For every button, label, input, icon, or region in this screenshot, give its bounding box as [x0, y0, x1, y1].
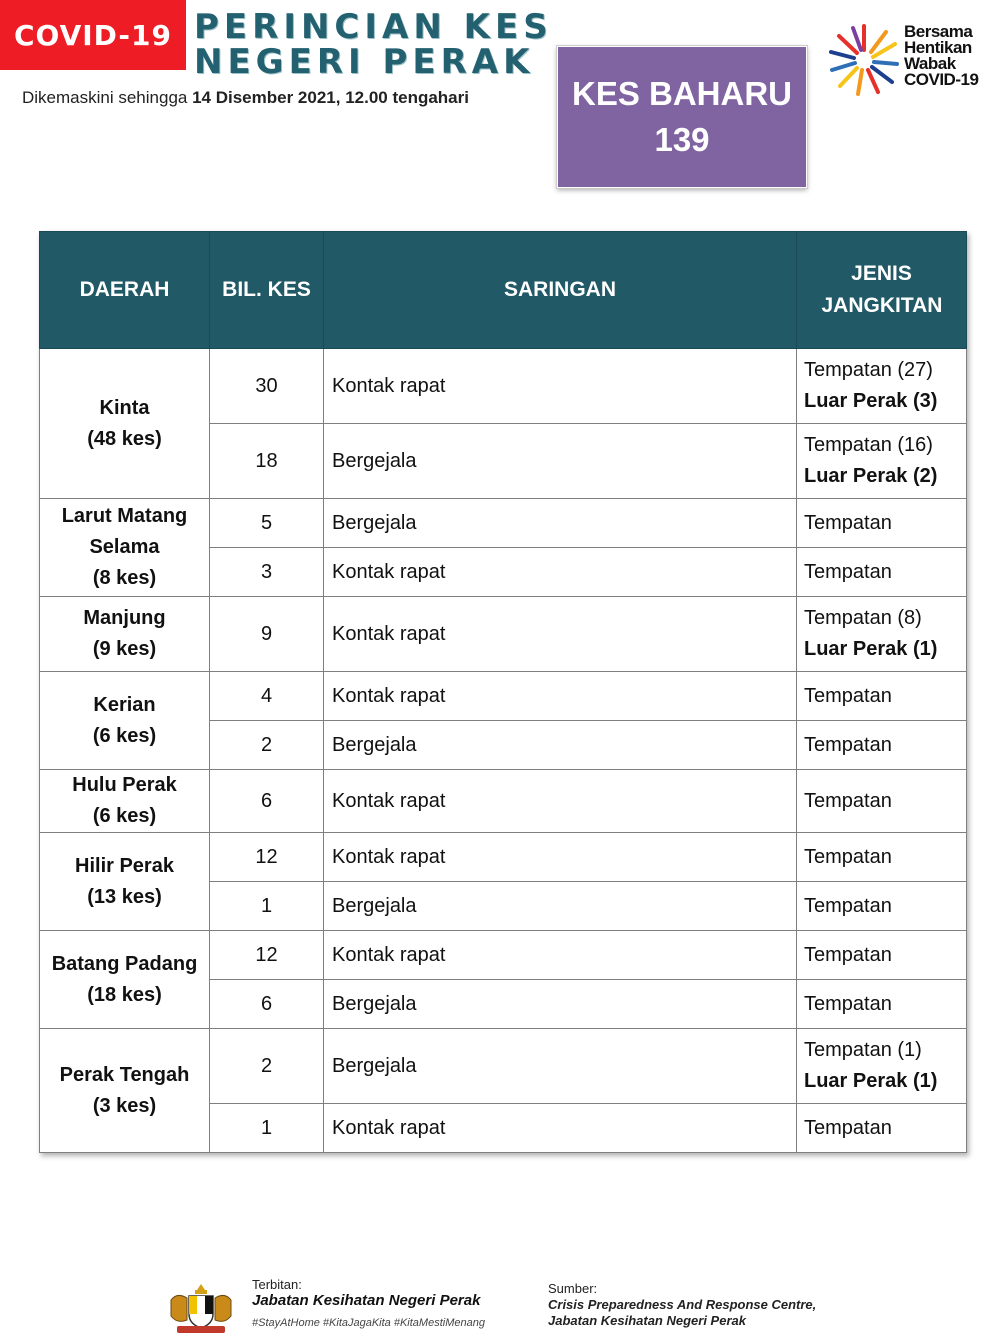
- bil-cell: 5: [210, 499, 324, 548]
- bil-cell: 12: [210, 833, 324, 882]
- saringan-cell: Kontak rapat: [324, 548, 797, 597]
- campaign-logo: [828, 18, 998, 100]
- title-line-2: NEGERI PERAK: [194, 42, 535, 82]
- kes-baharu-value: 139: [654, 121, 710, 158]
- campaign-logo-text: [904, 24, 978, 88]
- bil-cell: 2: [210, 721, 324, 770]
- jenis-cell: Tempatan: [797, 672, 967, 721]
- title-line-1: PERINCIAN KES: [194, 7, 553, 47]
- kes-baharu-label: KES BAHARU: [571, 75, 792, 112]
- bil-cell: 1: [210, 882, 324, 931]
- jenis-cell: Tempatan: [797, 980, 967, 1029]
- saringan-cell: Bergejala: [324, 721, 797, 770]
- page-title: [194, 7, 553, 82]
- sumber-block: [548, 1281, 816, 1329]
- saringan-cell: Bergejala: [324, 1029, 797, 1104]
- bil-cell: 12: [210, 931, 324, 980]
- bersama-hentikan-wabak-logo-icon: [828, 18, 900, 100]
- saringan-cell: Kontak rapat: [324, 770, 797, 833]
- bil-cell: 18: [210, 424, 324, 499]
- bil-cell: 3: [210, 548, 324, 597]
- daerah-cell: Batang Padang (18 kes): [40, 931, 210, 1029]
- updated-date: 14 Disember 2021, 12.00 tengahari: [192, 88, 469, 107]
- table-row: [40, 770, 967, 833]
- jenis-cell: Tempatan (1) Luar Perak (1): [797, 1029, 967, 1104]
- daerah-cell: Manjung (9 kes): [40, 597, 210, 672]
- table-row: [40, 1029, 967, 1104]
- jenis-cell: Tempatan: [797, 499, 967, 548]
- saringan-cell: Kontak rapat: [324, 597, 797, 672]
- table-row: [40, 597, 967, 672]
- jenis-cell: Tempatan: [797, 882, 967, 931]
- saringan-cell: Kontak rapat: [324, 833, 797, 882]
- daerah-cell: Hulu Perak (6 kes): [40, 770, 210, 833]
- logo-line-4: COVID-19: [904, 70, 979, 89]
- terbitan-label: Terbitan:: [252, 1277, 302, 1292]
- logo-line-3: Wabak: [904, 54, 956, 73]
- daerah-cell: Hilir Perak (13 kes): [40, 833, 210, 931]
- bil-cell: 1: [210, 1104, 324, 1153]
- bil-cell: 4: [210, 672, 324, 721]
- bil-cell: 30: [210, 349, 324, 424]
- saringan-cell: Bergejala: [324, 424, 797, 499]
- header-daerah: DAERAH: [40, 232, 210, 349]
- bil-cell: 6: [210, 980, 324, 1029]
- table-row: [40, 833, 967, 882]
- header-jenis-jangkitan: JENIS JANGKITAN: [797, 232, 967, 349]
- jenis-cell: Tempatan: [797, 833, 967, 882]
- table-row: [40, 499, 967, 548]
- jenis-cell: Tempatan (8) Luar Perak (1): [797, 597, 967, 672]
- daerah-cell: Larut Matang Selama (8 kes): [40, 499, 210, 597]
- bil-cell: 6: [210, 770, 324, 833]
- saringan-cell: Kontak rapat: [324, 672, 797, 721]
- daerah-cell: Kinta (48 kes): [40, 349, 210, 499]
- table-row: [40, 931, 967, 980]
- jenis-cell: Tempatan (16) Luar Perak (2): [797, 424, 967, 499]
- saringan-cell: Bergejala: [324, 882, 797, 931]
- perak-crest-icon: [163, 1280, 239, 1336]
- terbitan-block: [252, 1277, 485, 1331]
- header-saringan: SARINGAN: [324, 232, 797, 349]
- bil-cell: 9: [210, 597, 324, 672]
- updated-note: [22, 88, 469, 108]
- logo-line-1: Bersama: [904, 22, 973, 41]
- saringan-cell: Kontak rapat: [324, 931, 797, 980]
- jenis-cell: Tempatan (27) Luar Perak (3): [797, 349, 967, 424]
- daerah-cell: Kerian (6 kes): [40, 672, 210, 770]
- daerah-cell: Perak Tengah (3 kes): [40, 1029, 210, 1153]
- covid-tag: COVID-19: [0, 0, 186, 70]
- jenis-cell: Tempatan: [797, 1104, 967, 1153]
- terbitan-org: Jabatan Kesihatan Negeri Perak: [252, 1292, 481, 1309]
- bil-cell: 2: [210, 1029, 324, 1104]
- jenis-cell: Tempatan: [797, 770, 967, 833]
- saringan-cell: Kontak rapat: [324, 1104, 797, 1153]
- jenis-cell: Tempatan: [797, 548, 967, 597]
- table-row: [40, 672, 967, 721]
- saringan-cell: Bergejala: [324, 499, 797, 548]
- cases-table: [39, 231, 967, 1153]
- sumber-line-1: Crisis Preparedness And Response Centre,: [548, 1297, 817, 1312]
- jenis-cell: Tempatan: [797, 931, 967, 980]
- logo-line-2: Hentikan: [904, 38, 972, 57]
- table-header-row: [40, 232, 967, 349]
- saringan-cell: Bergejala: [324, 980, 797, 1029]
- jenis-cell: Tempatan: [797, 721, 967, 770]
- sumber-line-2: Jabatan Kesihatan Negeri Perak: [548, 1313, 746, 1328]
- header-bil-kes: BIL. KES: [210, 232, 324, 349]
- table-row: [40, 349, 967, 424]
- updated-prefix: Dikemaskini sehingga: [22, 88, 193, 107]
- saringan-cell: Kontak rapat: [324, 349, 797, 424]
- kes-baharu-box: [557, 46, 807, 188]
- sumber-label: Sumber:: [548, 1281, 598, 1296]
- perak-crest: [163, 1280, 239, 1336]
- hashtags: #StayAtHome #KitaJagaKita #KitaMestiMenang: [252, 1317, 485, 1329]
